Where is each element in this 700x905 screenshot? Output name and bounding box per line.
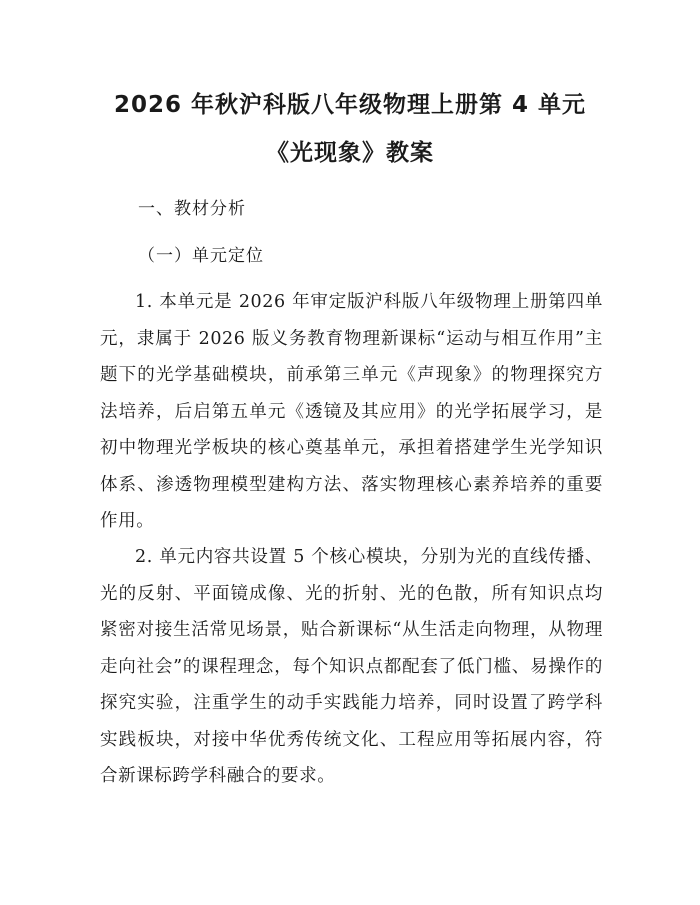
paragraph-1: 1. 本单元是 2026 年审定版沪科版八年级物理上册第四单元，隶属于 2026 版义务教育物理新课标“运动与相互作用”主题下的光学基础模块，前承第三单元《声现象》的物理探究方法培养，后启第五单元《透镜及其应用》的光学拓展学习，是初中物理光学板块的核心奠基单元，承担着搭建学生光学知识体系、渗透物理模型建构方法、落实物理核心素养培养的重要作用。 [100, 292, 603, 531]
section-heading: 一、教材分析 [138, 199, 246, 219]
document-title-line-2: 《光现象》教案 [266, 140, 434, 166]
subsection-heading: （一）单元定位 [138, 246, 264, 266]
paragraph-2: 2. 单元内容共设置 5 个核心模块，分别为光的直线传播、光的反射、平面镜成像、光的折射、光的色散，所有知识点均紧密对接生活常见场景，贴合新课标“从生活走向物理，从物理走向社会”的课程理念，每个知识点都配套了低门槛、易操作的探究实验，注重学生的动手实践能力培养，同时设置了跨学科实践板块，对接中华优秀传统文化、工程应用等拓展内容，符合新课标跨学科融合的要求。 [100, 547, 603, 786]
document-title-line-1: 2026 年秋沪科版八年级物理上册第 4 单元 [113, 92, 587, 118]
